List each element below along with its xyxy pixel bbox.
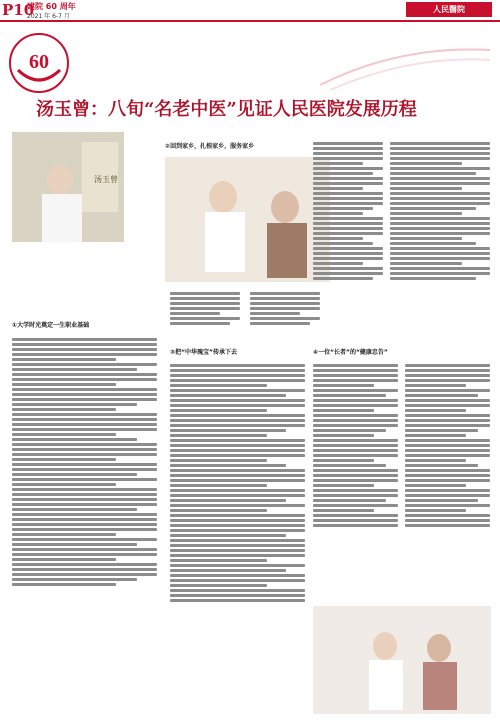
article-column (250, 290, 320, 340)
column-title: 建院 60 周年 (27, 2, 76, 11)
header-divider (0, 20, 500, 22)
portrait-photo (12, 132, 124, 242)
page-header (0, 0, 500, 20)
article-column (170, 290, 240, 340)
headline: 汤玉曾：八旬“名老中医”见证人民医院发展历程 (36, 99, 417, 120)
article-column (12, 336, 157, 714)
section-heading: ④一位“长者”的“健康忠告” (313, 349, 388, 356)
issue-date: 2021 年 6-7 月 (27, 13, 70, 20)
brand-badge: 人民醫院 (406, 2, 492, 17)
anniversary-logo (6, 30, 72, 96)
article-column (313, 362, 398, 600)
section-heading: ①大学时光奠定一生职业基础 (12, 322, 90, 329)
consultation-photo (313, 606, 491, 714)
decorative-swoosh (320, 40, 490, 90)
article-column (405, 362, 490, 600)
photo-sign-text: 汤玉曾 (94, 175, 118, 184)
photo-caption: ②回到家乡，扎根家乡，服务家乡 (165, 143, 255, 150)
logo-text: 60 (29, 51, 49, 73)
section-heading: ③把“中华瑰宝”传承下去 (170, 349, 237, 356)
article-column (170, 362, 305, 714)
article-column (390, 140, 490, 340)
page-number: P10 (2, 1, 35, 19)
patient-visit-photo (165, 157, 330, 282)
article-column (313, 140, 383, 340)
